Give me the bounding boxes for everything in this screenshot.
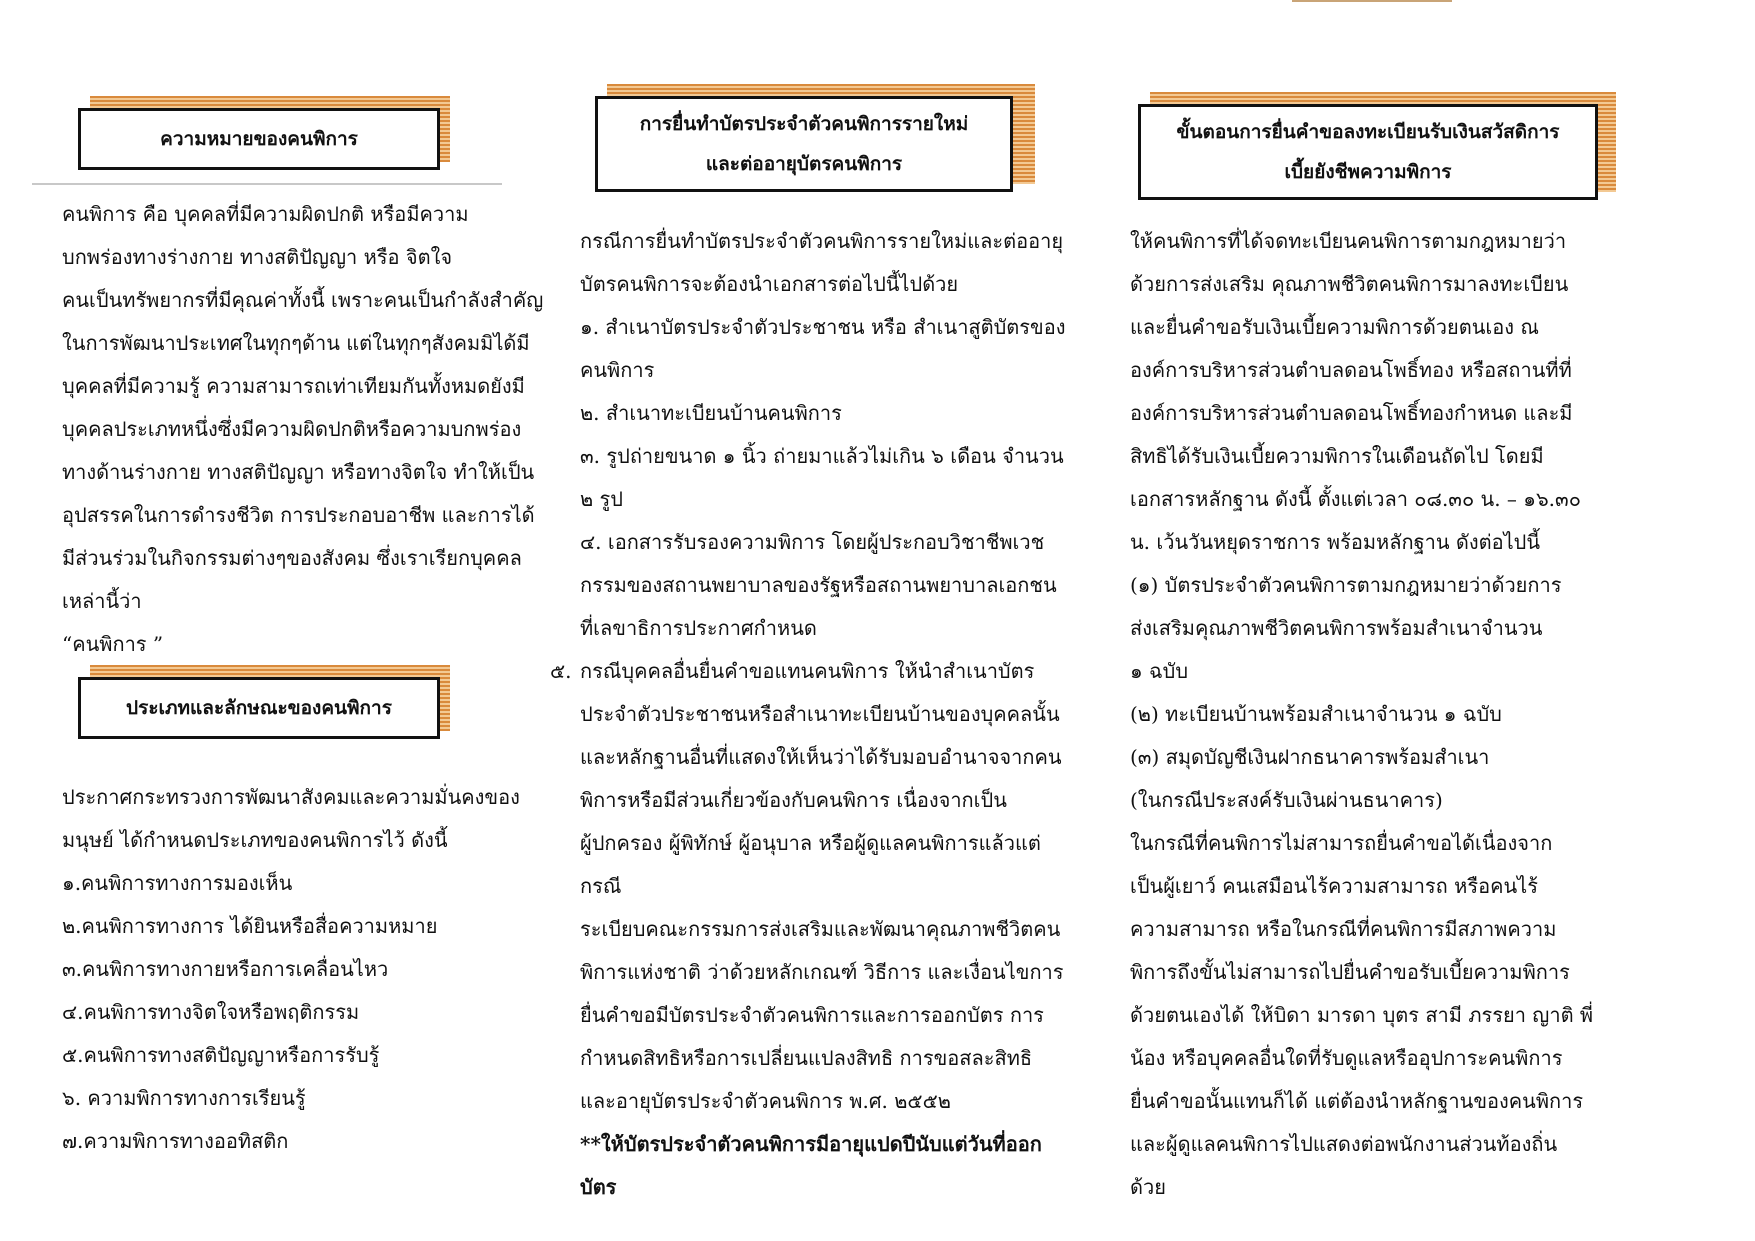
procedure-line: ด้วย — [1130, 1175, 1166, 1199]
title-card-application — [595, 84, 1035, 204]
definition-line: บกพร่องทางร่างกาย ทางสติปัญญา หรือ จิตใจ — [62, 245, 453, 269]
procedure-line: น้อง หรือบุคคลอื่นใดที่รับดูแลหรืออุปการะคนพิการ — [1130, 1046, 1563, 1070]
item-5-number: ๕. — [550, 659, 572, 683]
requirement-line: กรณีการยื่นทำบัตรประจำตัวคนพิการรายใหม่และต่ออายุ — [580, 229, 1064, 253]
types-line: ๖. ความพิการทางการเรียนรู้ — [62, 1086, 306, 1110]
requirement-line: บัตรคนพิการจะต้องนำเอกสารต่อไปนี้ไปด้วย — [580, 272, 959, 296]
procedure-line: ส่งเสริมคุณภาพชีวิตคนพิการพร้อมสำเนาจำนวน — [1130, 616, 1543, 640]
note-line: บัตร — [580, 1175, 617, 1199]
item-5-line: กำหนดสิทธิหรือการเปลี่ยนแปลงสิทธิ การขอสละสิทธิ — [580, 1046, 1033, 1070]
types-line: ๑.คนพิการทางการมองเห็น — [62, 871, 293, 895]
definition-line: ทางด้านร่างกาย ทางสติปัญญา หรือทางจิตใจ ทำให้เป็น — [62, 460, 535, 484]
item-5 — [550, 650, 1066, 1123]
procedure-line: (๓) สมุดบัญชีเงินฝากธนาคารพร้อมสำเนา — [1130, 745, 1490, 769]
title-text: ประเภทและลักษณะของคนพิการ — [126, 697, 392, 719]
card-requirements — [550, 220, 1066, 1209]
requirement-line: ๒ รูป — [580, 487, 623, 511]
title-line-1: การยื่นทำบัตรประจำตัวคนพิการรายใหม่ — [639, 113, 969, 135]
definition-line: อุปสรรคในการดำรงชีวิต การประกอบอาชีพ และการได้ — [62, 503, 535, 527]
title-box — [595, 96, 1013, 192]
item-5-line: กรณีบุคคลอื่นยื่นคำขอแทนคนพิการ ให้นำสำเนาบัตร — [580, 659, 1035, 683]
note-line: **ให้บัตรประจำตัวคนพิการมีอายุแปดปีนับแต่วันที่ออก — [580, 1132, 1042, 1156]
requirement-line: กรรมของสถานพยาบาลของรัฐหรือสถานพยาบาลเอกชน — [580, 573, 1057, 597]
faint-rule — [32, 183, 502, 185]
title-text: ความหมายของคนพิการ — [160, 128, 358, 150]
title-allowance-registration — [1138, 92, 1616, 210]
top-edge-line — [1292, 0, 1452, 2]
title-types — [78, 665, 450, 745]
types-line: ๔.คนพิการทางจิตใจหรือพฤติกรรม — [62, 1000, 360, 1024]
procedure-line: และผู้ดูแลคนพิการไปแสดงต่อพนักงานส่วนท้องถิ่น — [1130, 1132, 1558, 1156]
requirement-line: ๔. เอกสารรับรองความพิการ โดยผู้ประกอบวิชาชีพเวช — [580, 530, 1045, 554]
definition-line: บุคคลที่มีความรู้ ความสามารถเท่าเทียมกันทั้งหมดยังมี — [62, 374, 525, 398]
definition-line: คนพิการ คือ บุคคลที่มีความผิดปกติ หรือมีความ — [62, 202, 469, 226]
types-line: ประกาศกระทรวงการพัฒนาสังคมและความมั่นคงของ — [62, 785, 520, 809]
procedure-line: ความสามารถ หรือในกรณีที่คนพิการมีสภาพความ — [1130, 917, 1557, 941]
item-5-line: ผู้ปกครอง ผู้พิทักษ์ ผู้อนุบาล หรือผู้ดูแลคนพิการแล้วแต่ — [580, 831, 1041, 855]
item-5-line: และอายุบัตรประจำตัวคนพิการ พ.ศ. ๒๕๕๒ — [580, 1089, 951, 1113]
item-5-line: ยื่นคำขอมีบัตรประจำตัวคนพิการและการออกบัตร การ — [580, 1003, 1044, 1027]
procedure-line: สิทธิได้รับเงินเบี้ยความพิการในเดือนถัดไป โดยมี — [1130, 444, 1544, 468]
procedure-line: องค์การบริหารส่วนตำบลดอนโพธิ์ทองกำหนด และมี — [1130, 401, 1573, 425]
item-5-line: กรณี — [580, 874, 622, 898]
title-box — [78, 108, 440, 170]
procedure-line: (๒) ทะเบียนบ้านพร้อมสำเนาจำนวน ๑ ฉบับ — [1130, 702, 1502, 726]
procedure-line: องค์การบริหารส่วนตำบลดอนโพธิ์ทอง หรือสถานที่ที่ — [1130, 358, 1572, 382]
definition-line: “คนพิการ ” — [62, 632, 164, 656]
types-line: มนุษย์ ได้กำหนดประเภทของคนพิการไว้ ดังนี้ — [62, 828, 448, 852]
title-line-2: และต่ออายุบัตรคนพิการ — [705, 153, 903, 175]
requirement-line: ที่เลขาธิการประกาศกำหนด — [580, 616, 817, 640]
definition-line: ในการพัฒนาประเทศในทุกๆด้าน แต่ในทุกๆสังคมมิได้มี — [62, 331, 530, 355]
definition-paragraph — [62, 193, 543, 666]
definition-line: บุคคลประเภทหนึ่งซึ่งมีความผิดปกติหรือความบกพร่อง — [62, 417, 522, 441]
requirement-line: ๒. สำเนาทะเบียนบ้านคนพิการ — [580, 401, 842, 425]
title-box — [1138, 104, 1598, 200]
types-line: ๓.คนพิการทางกายหรือการเคลื่อนไหว — [62, 957, 389, 981]
item-5-line: พิการหรือมีส่วนเกี่ยวข้องกับคนพิการ เนื่องจากเป็น — [580, 788, 1007, 812]
requirement-line: ๑. สำเนาบัตรประจำตัวประชาชน หรือ สำเนาสูติบัตรของ — [580, 315, 1066, 339]
title-line-1: ขั้นตอนการยื่นคำขอลงทะเบียนรับเงินสวัสดิการ — [1176, 121, 1560, 143]
types-line: ๗.ความพิการทางออทิสติก — [62, 1129, 289, 1153]
procedure-line: ให้คนพิการที่ได้จดทะเบียนคนพิการตามกฎหมายว่า — [1130, 229, 1567, 253]
definition-line: มีส่วนร่วมในกิจกรรมต่างๆของสังคม ซึ่งเราเรียกบุคคล — [62, 546, 522, 570]
procedure-line: ๑ ฉบับ — [1130, 659, 1189, 683]
procedure-line: และยื่นคำขอรับเงินเบี้ยความพิการด้วยตนเอง ณ — [1130, 315, 1539, 339]
procedure-line: ยื่นคำขอนั้นแทนก็ได้ แต่ต้องนำหลักฐานของคนพิการ — [1130, 1089, 1584, 1113]
allowance-procedure — [1130, 220, 1593, 1209]
requirement-line: ๓. รูปถ่ายขนาด ๑ นิ้ว ถ่ายมาแล้วไม่เกิน ๖ เดือน จำนวน — [580, 444, 1064, 468]
procedure-line: ด้วยการส่งเสริม คุณภาพชีวิตคนพิการมาลงทะเบียน — [1130, 272, 1569, 296]
definition-line: คนเป็นทรัพยากรที่มีคุณค่าทั้งนี้ เพราะคนเป็นกำลังสำคัญ — [62, 288, 544, 312]
item-5-line: ระเบียบคณะกรรมการส่งเสริมและพัฒนาคุณภาพชีวิตคน — [580, 917, 1061, 941]
procedure-line: น. เว้นวันหยุดราชการ พร้อมหลักฐาน ดังต่อไปนี้ — [1130, 530, 1541, 554]
item-5-line: ประจำตัวประชาชนหรือสำเนาทะเบียนบ้านของบุคคลนั้น — [580, 702, 1060, 726]
types-line: ๕.คนพิการทางสติปัญญาหรือการรับรู้ — [62, 1043, 380, 1067]
title-line-2: เบี้ยยังชีพความพิการ — [1284, 161, 1452, 183]
item-5-line: พิการแห่งชาติ ว่าด้วยหลักเกณฑ์ วิธีการ และเงื่อนไขการ — [580, 960, 1064, 984]
procedure-line: ในกรณีที่คนพิการไม่สามารถยื่นคำขอได้เนื่องจาก — [1130, 831, 1553, 855]
requirement-line: คนพิการ — [580, 358, 655, 382]
procedure-line: เอกสารหลักฐาน ดังนี้ ตั้งแต่เวลา ๐๘.๓๐ น. – ๑๖.๓๐ — [1130, 487, 1581, 511]
types-line: ๒.คนพิการทางการ ได้ยินหรือสื่อความหมาย — [62, 914, 438, 938]
title-meaning — [78, 96, 450, 176]
title-box — [78, 677, 440, 739]
types-list — [62, 776, 520, 1163]
procedure-line: พิการถึงขั้นไม่สามารถไปยื่นคำขอรับเบี้ยความพิการ — [1130, 960, 1570, 984]
definition-line: เหล่านี้ว่า — [62, 589, 142, 613]
procedure-line: (๑) บัตรประจำตัวคนพิการตามกฎหมายว่าด้วยการ — [1130, 573, 1562, 597]
procedure-line: เป็นผู้เยาว์ คนเสมือนไร้ความสามารถ หรือคนไร้ — [1130, 874, 1538, 898]
procedure-line: (ในกรณีประสงค์รับเงินผ่านธนาคาร) — [1130, 788, 1443, 812]
procedure-line: ด้วยตนเองได้ ให้บิดา มารดา บุตร สามี ภรรยา ญาติ พี่ — [1130, 1003, 1594, 1027]
item-5-line: และหลักฐานอื่นที่แสดงให้เห็นว่าได้รับมอบอำนาจจากคน — [580, 745, 1062, 769]
